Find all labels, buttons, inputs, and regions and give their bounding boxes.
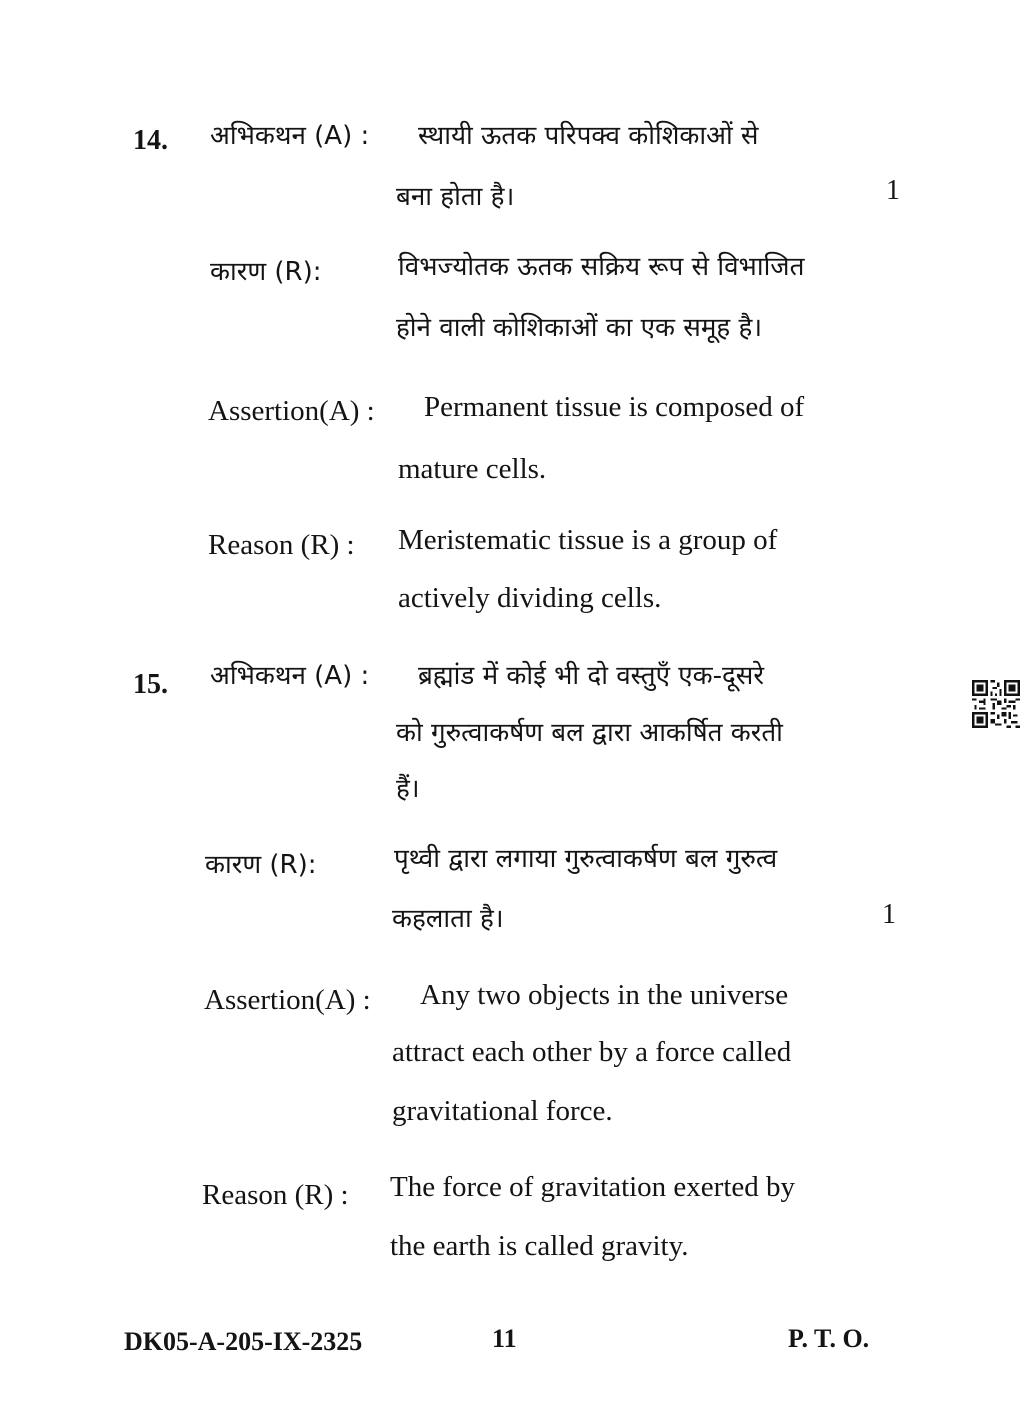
reason-english-text: the earth is called gravity. [390,1230,689,1262]
assertion-hindi-label: अभिकथन (A) : [210,661,370,691]
question-number: 14. [133,125,168,156]
assertion-hindi-text: हैं। [396,774,420,804]
assertion-english-label: Assertion(A) : [204,984,371,1016]
reason-english-label: Reason (R) : [208,529,355,561]
question-number: 15. [133,669,168,700]
reason-hindi-text: कहलाता है। [392,904,504,934]
reason-hindi-text: विभज्योतक ऊतक सक्रिय रूप से विभाजित [398,252,805,282]
reason-english-text: Meristematic tissue is a group of [398,524,778,556]
assertion-english-text: mature cells. [398,453,547,485]
reason-english-text: The force of gravitation exerted by [390,1171,796,1203]
reason-hindi-text: होने वाली कोशिकाओं का एक समूह है। [396,313,763,343]
marks: 1 [882,899,896,930]
assertion-english-text: Permanent tissue is composed of [424,391,805,423]
reason-hindi-label: कारण (R): [210,257,322,287]
assertion-hindi-label: अभिकथन (A) : [210,121,370,151]
assertion-hindi-text: स्थायी ऊतक परिपक्व कोशिकाओं से [418,121,759,151]
reason-english-text: actively dividing cells. [398,582,662,614]
assertion-hindi-text: बना होता है। [396,182,515,212]
qr-code-icon [972,680,1020,728]
assertion-english-text: Any two objects in the universe [420,979,789,1011]
reason-hindi-label: कारण (R): [205,850,317,880]
assertion-hindi-text: ब्रह्मांड में कोई भी दो वस्तुएँ एक-दूसरे [418,661,764,691]
assertion-english-text: gravitational force. [392,1095,613,1127]
please-turn-over: P. T. O. [788,1324,870,1353]
paper-code: DK05-A-205-IX-2325 [124,1327,363,1356]
page-number: 11 [492,1324,517,1353]
marks: 1 [886,175,900,206]
assertion-hindi-text: को गुरुत्वाकर्षण बल द्वारा आकर्षित करती [396,718,783,748]
assertion-english-text: attract each other by a force called [392,1036,792,1068]
assertion-english-label: Assertion(A) : [208,395,375,427]
reason-english-label: Reason (R) : [202,1179,349,1211]
reason-hindi-text: पृथ्वी द्वारा लगाया गुरुत्वाकर्षण बल गुरुत्व [394,844,778,874]
